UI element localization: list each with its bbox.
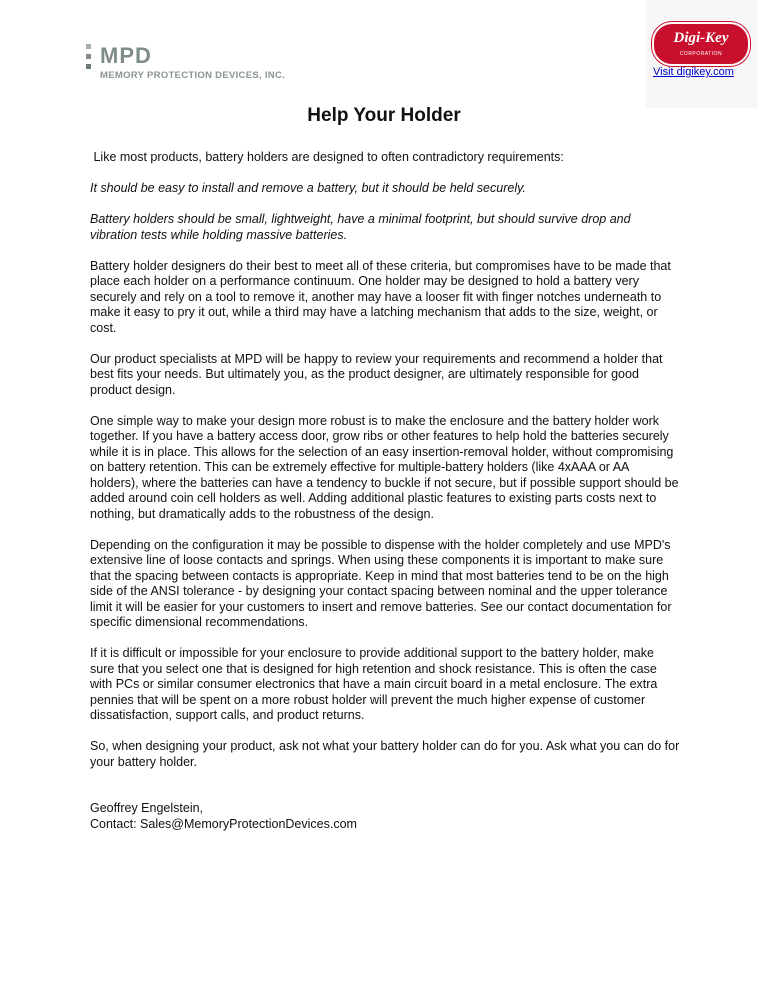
page-title: Help Your Holder [307,105,461,126]
signature-contact: Contact: Sales@MemoryProtectionDevices.com [90,816,357,831]
paragraph-intro: Like most products, battery holders are designed to often contradictory requirements: [90,150,564,164]
digikey-corp-text: CORPORATION [679,51,723,57]
article-body [90,150,680,832]
paragraph-continuum: Battery holder designers do their best to meet all of these criteria, but compromises have to be made that place each holder on a performance continuum. One holder may be designed to hold a battery very securely and rely on a tool to remove it, another may have a looser fit with finger notches underneath to make it easy to pry it out, while a third may have a latching mechanism that adds to the size, weight, or cost. [90,258,671,335]
logo-mark: MPD [100,43,152,68]
paragraph-specialists: Our product specialists at MPD will be happy to review your requirements and recommend a holder that best fits your needs. But ultimately you, as the product designer, are ultimately responsible for good product design. [90,351,663,397]
signature [90,801,680,832]
signature-name: Geoffrey Engelstein, [90,801,204,815]
paragraph-requirement-1: It should be easy to install and remove a battery, but it should be held securely. [90,181,526,195]
mpd-logo [86,44,316,84]
visit-digikey-link[interactable]: Visit digikey.com [653,66,734,78]
digikey-logo[interactable] [652,22,750,66]
digikey-banner[interactable] [646,0,758,108]
paragraph-enclosure: One simple way to make your design more robust is to make the enclosure and the battery holder work together. If you have a battery access door, grow ribs or other features to help hold the batteries securely while it is in place. This allows for the selection of an easy insertion-removal holder, without compromising on battery retention. This can be extremely effective for multiple-battery holders (like 4xAAA or AA holders), where the batteries can have a tendency to buckle if not secure, but if possible support should be added around coin cell holders as well. Adding additional plastic features to existing parts costs next to nothing, but dramatically adds to the robustness of the design. [90,413,679,521]
paragraph-retention: If it is difficult or impossible for your enclosure to provide additional support to the battery holder, make sure that you select one that is designed for high retention and shock resistance. This is often the case with PCs or similar consumer electronics that have a main circuit board in a metal enclosure. The extra pennies that will be spent on a more robust holder will prevent the much higher expense of customer dissatisfaction, support calls, and product returns. [90,646,658,722]
digikey-logo-text: Digi-Key [673,30,729,46]
logo-squares-icon [86,44,96,74]
logo-company-name: MEMORY PROTECTION DEVICES, INC. [100,70,286,81]
paragraph-closing: So, when designing your product, ask not what your battery holder can do for you. Ask what you can do for your battery holder. [90,739,680,769]
paragraph-contacts: Depending on the configuration it may be possible to dispense with the holder completely and use MPD's extensive line of loose contacts and springs. When using these components it is important to make sure that the spacing between contacts is appropriate. Keep in mind that most batteries tend to be on the high side of the ANSI tolerance - by designing your contact spacing between nominal and the upper tolerance limit it will be easier for your customers to insert and remove batteries. See our contact documentation for specific dimensional recommendations. [90,537,672,629]
paragraph-requirement-2: Battery holders should be small, lightweight, have a minimal footprint, but should survive drop and vibration tests while holding massive batteries. [90,212,631,242]
